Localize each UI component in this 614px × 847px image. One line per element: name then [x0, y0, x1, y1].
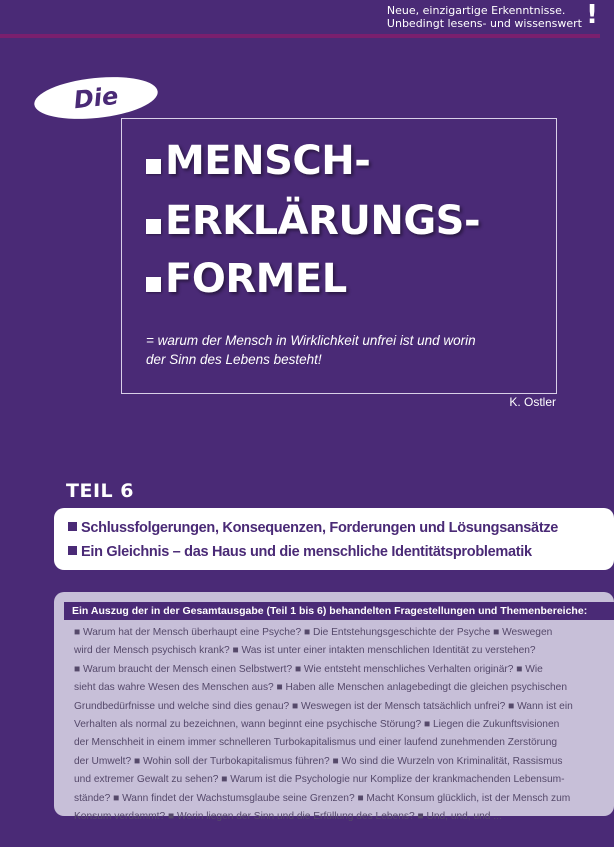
subtitle: [146, 331, 546, 369]
bullet-square-icon: [68, 546, 77, 555]
header-note: [387, 4, 582, 30]
header-note-line-1: Neue, einzigartige Erkenntnisse.: [386, 4, 566, 17]
topic-text-2: Ein Gleichnis – das Haus und die menschliche Identitätsproblematik: [81, 544, 532, 560]
excerpt-line: der Menschheit in einem immer schnelleren Turbokapitalismus und einer laufend zunehmenden Zerstörung: [74, 737, 558, 749]
title-text-3: FORMEL: [165, 256, 347, 302]
subtitle-line-2: der Sinn des Lebens besteht!: [146, 352, 322, 367]
top-divider: [0, 34, 600, 38]
title-line-3: [146, 256, 347, 302]
excerpt-line: wird der Mensch psychisch krank? ■ Was ist unter einer intakten menschlichen Identität zu verstehen?: [74, 645, 536, 657]
excerpt-heading: Ein Auszug der in der Gesamtausgabe (Teil 1 bis 6) behandelten Fragestellungen und Themenbereiche:: [64, 602, 614, 620]
excerpt-line: Konsum verdammt? ■ Worin liegen der Sinn und die Erfüllung des Lebens? ■ Und, und, und ...: [74, 811, 502, 823]
bullet-square-icon: [146, 159, 161, 174]
excerpt-line: ■ Warum braucht der Mensch einen Selbstwert? ■ Wie entsteht menschliches Verhalten originär? ■ Wie: [74, 663, 543, 675]
topic-item-2: [68, 540, 614, 564]
die-label: Die: [72, 81, 120, 115]
title-text-2: ERKLÄRUNGS-: [165, 198, 481, 244]
excerpt-line: Verhalten als normal zu bezeichnen, wann beginnt eine psychische Störung? ■ Liegen die Zukunftsvisionen: [74, 719, 560, 731]
exclamation-icon: !: [586, 0, 598, 30]
excerpt-box: [54, 592, 614, 823]
die-badge: [32, 72, 160, 125]
bullet-square-icon: [68, 522, 77, 531]
title-line-2: [146, 198, 480, 244]
part-label: TEIL 6: [66, 480, 134, 502]
subtitle-line-1: = warum der Mensch in Wirklichkeit unfrei ist und worin: [146, 333, 476, 348]
excerpt-line: sieht das wahre Wesen des Menschen aus? ■ Haben alle Menschen anlagebedingt die gleichen psychischen: [74, 682, 568, 694]
topics-box: [54, 508, 614, 570]
excerpt-line: ■ Warum hat der Mensch überhaupt eine Psyche? ■ Die Entstehungsgeschichte der Psyche ■ Weswegen: [74, 627, 553, 638]
excerpt-line: der Umwelt? ■ Wohin soll der Turbokapitalismus führen? ■ Wo sind die Wurzeln von Kriminalität, Rassismus: [74, 755, 563, 767]
title-line-1: [146, 138, 370, 184]
title-text-1: MENSCH-: [165, 138, 371, 184]
author-name: K. Ostler: [509, 395, 556, 409]
bullet-square-icon: [146, 219, 161, 234]
topic-item-1: [68, 516, 614, 540]
excerpt-line: und extremer Gewalt zu sehen? ■ Warum ist die Psychologie nur Komplize der krankmachenden Lebensum-: [74, 774, 565, 786]
bullet-square-icon: [146, 277, 161, 292]
excerpt-line: Grundbedürfnisse und welche sind dies genau? ■ Weswegen ist der Mensch tatsächlich unfrei? ■ Wann ist ein: [74, 700, 573, 712]
header-note-line-2: Unbedingt lesens- und wissenswert: [386, 17, 582, 30]
excerpt-body: [74, 624, 594, 826]
excerpt-line: stände? ■ Wann findet der Wachstumsglaube seine Grenzen? ■ Macht Konsum glücklich, ist der Mensch zum: [74, 792, 571, 804]
topic-text-1: Schlussfolgerungen, Konsequenzen, Forderungen und Lösungsansätze: [81, 520, 559, 536]
